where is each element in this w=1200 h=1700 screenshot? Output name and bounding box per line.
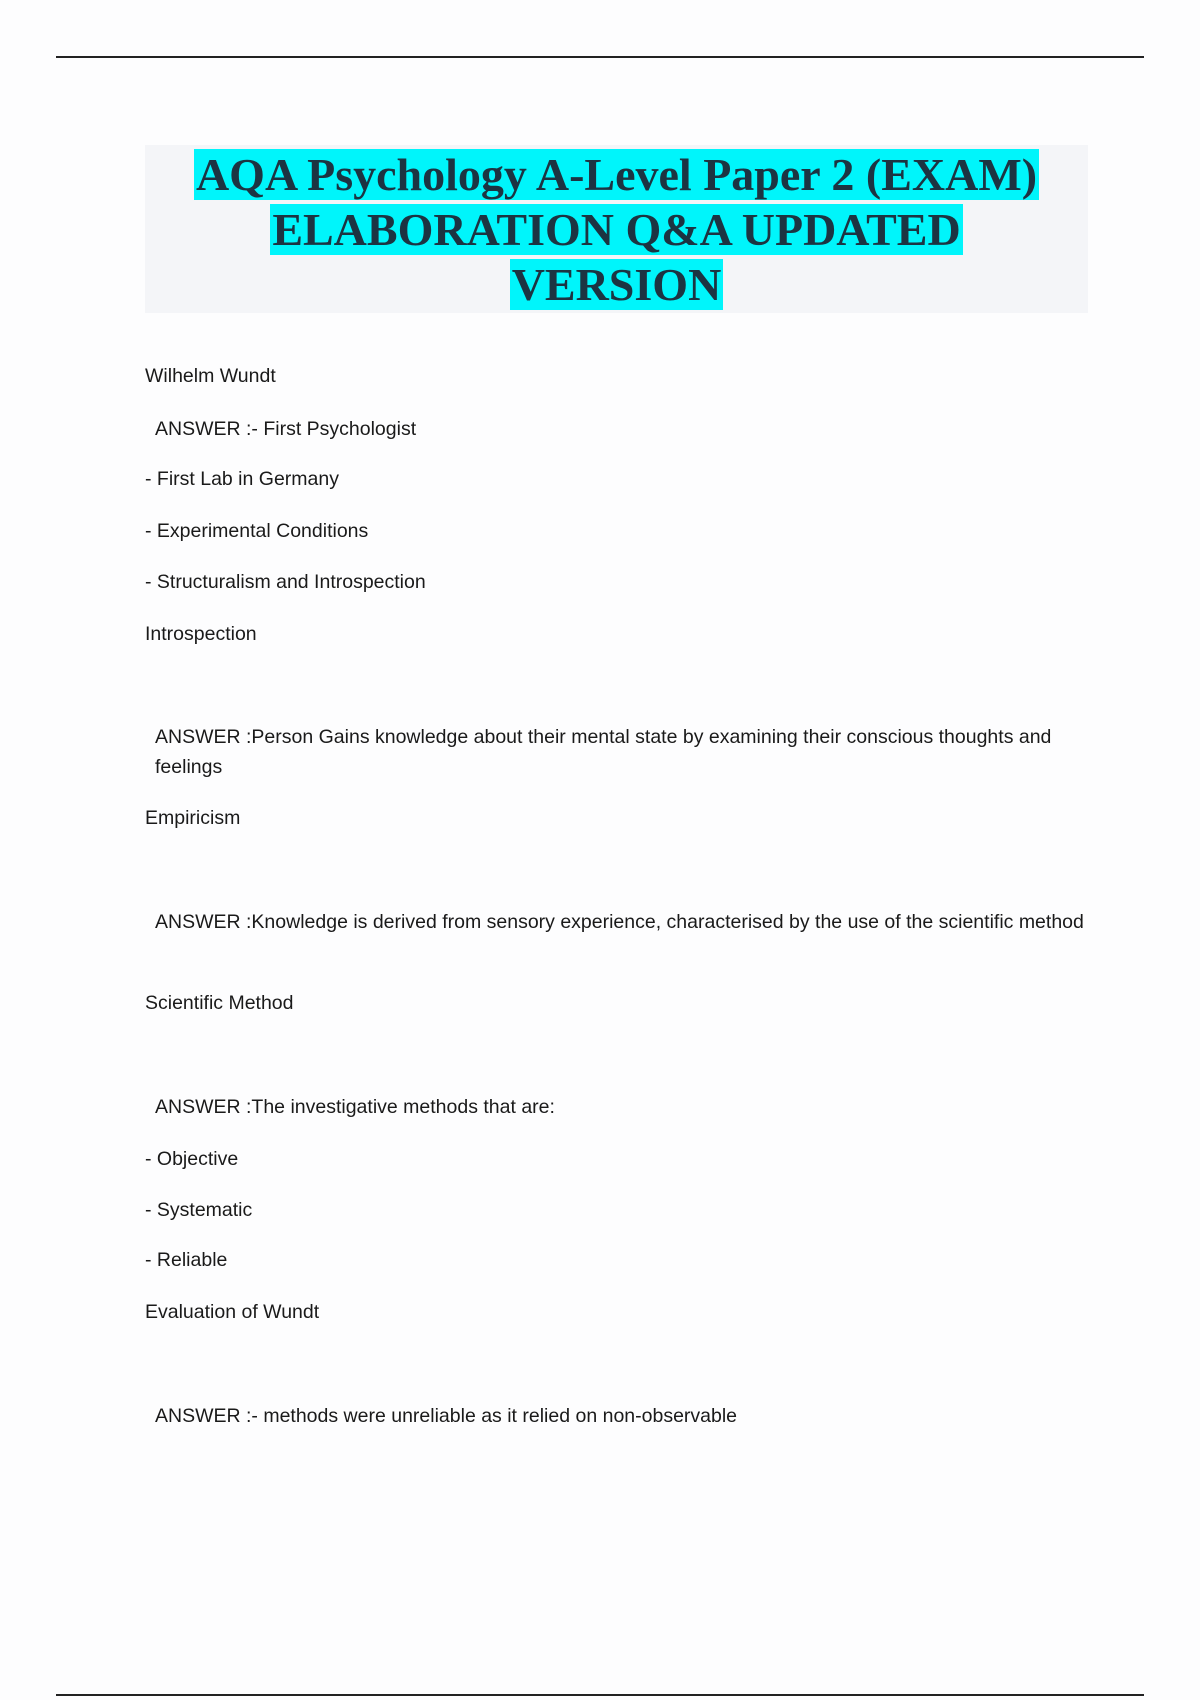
answer-evaluation-of-wundt: ANSWER :- methods were unreliable as it relied on non-observable: [155, 1405, 738, 1427]
bullet-item: - Objective: [145, 1148, 239, 1170]
question-evaluation-of-wundt: Evaluation of Wundt: [145, 1301, 320, 1323]
bullet-item: - Systematic: [145, 1199, 253, 1221]
question-scientific-method: Scientific Method: [145, 992, 294, 1014]
document-title: [145, 145, 1088, 313]
answer-wilhelm-wundt: ANSWER :- First Psychologist: [155, 418, 417, 440]
title-line-1: AQA Psychology A-Level Paper 2 (EXAM): [195, 149, 1038, 200]
answer-introspection: ANSWER :Person Gains knowledge about their mental state by examining their conscious thoughts and feelings: [155, 726, 1052, 778]
question-wilhelm-wundt: Wilhelm Wundt: [145, 365, 276, 387]
bullet-item: - Experimental Conditions: [145, 520, 369, 542]
bullet-item: - Structuralism and Introspection: [145, 571, 426, 593]
answer-scientific-method: ANSWER :The investigative methods that are:: [155, 1096, 555, 1118]
answer-empiricism: ANSWER :Knowledge is derived from sensory experience, characterised by the use of the scientific method: [155, 911, 1084, 933]
page-top-rule: [56, 56, 1144, 58]
title-line-2: ELABORATION Q&A UPDATED: [272, 204, 961, 255]
question-introspection: Introspection: [145, 623, 257, 645]
title-line-3: VERSION: [511, 259, 722, 310]
bullet-item: - First Lab in Germany: [145, 468, 339, 490]
question-empiricism: Empiricism: [145, 807, 241, 829]
bullet-item: - Reliable: [145, 1249, 228, 1271]
page-bottom-rule: [56, 1694, 1144, 1696]
